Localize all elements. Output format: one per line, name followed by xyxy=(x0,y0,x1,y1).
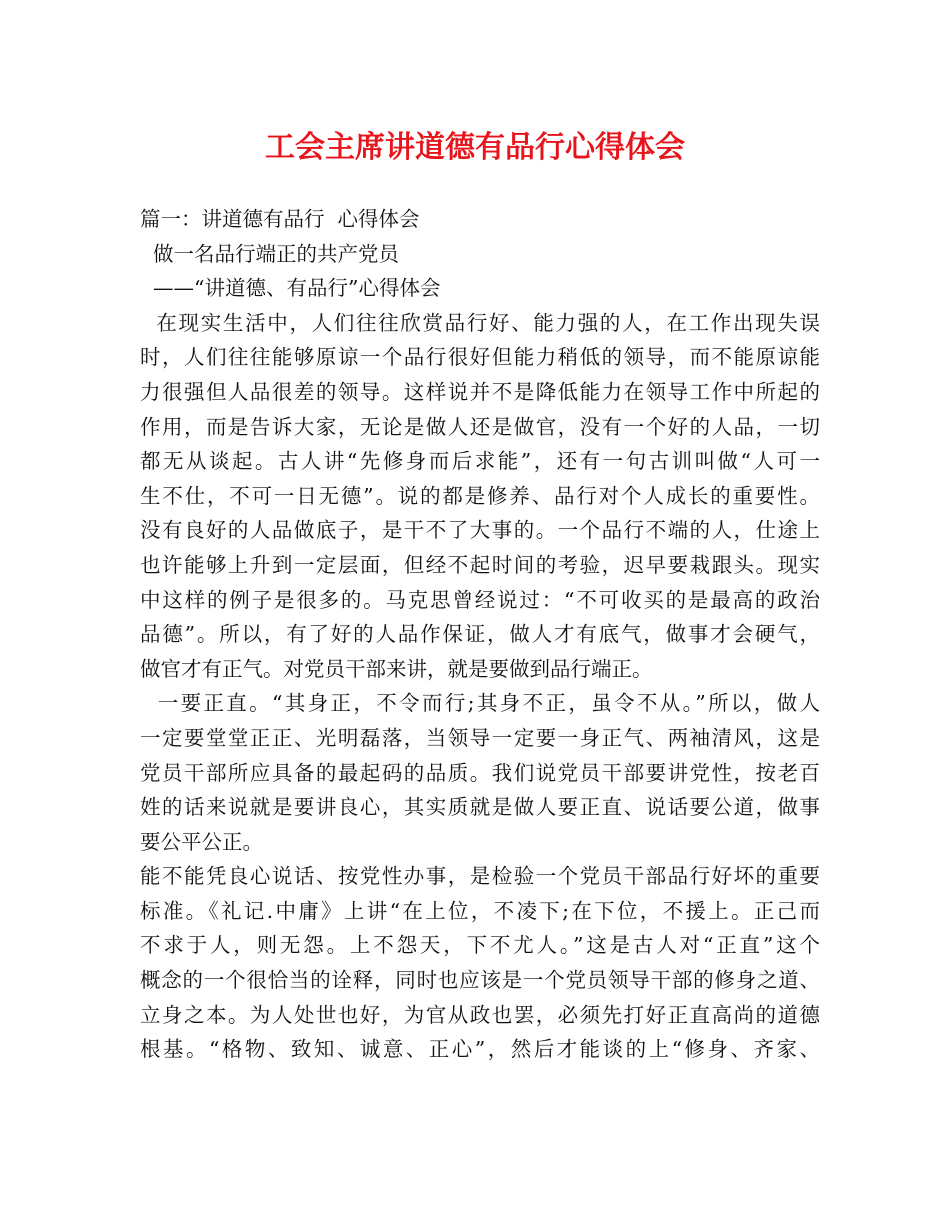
text-line: 生不仕，不可一日无德”。说的都是修养、品行对个人成长的重要性。 xyxy=(140,483,820,508)
text-line: 要公平公正。 xyxy=(140,829,263,854)
text-line: 一要正直。“其身正，不令而行;其身不正，虽令不从。”所以，做人 xyxy=(140,691,820,716)
document-title: 工会主席讲道德有品行心得体会 xyxy=(265,130,685,165)
text-line: 能不能凭良心说话、按党性办事，是检验一个党员干部品行好坏的重要 xyxy=(140,864,820,889)
text-line: 篇一：讲道德有品行 心得体会 xyxy=(140,207,420,231)
text-line: 一定要堂堂正正、光明磊落，当领导一定要一身正气、两袖清风，这是 xyxy=(140,725,820,750)
text-line: 做一名品行端正的共产党员 xyxy=(140,241,400,266)
text-line: 都无从谈起。古人讲“先修身而后求能”，还有一句古训叫做“人可一 xyxy=(140,449,820,474)
text-line: 根基。“格物、致知、诚意、正心”，然后才能谈的上“修身、齐家、 xyxy=(140,1037,820,1062)
text-line: 作用，而是告诉大家，无论是做人还是做官，没有一个好的人品，一切 xyxy=(140,414,820,439)
text-line: 中这样的例子是很多的。马克思曾经说过：“不可收买的是最高的政治 xyxy=(140,587,820,612)
text-line: 在现实生活中，人们往往欣赏品行好、能力强的人，在工作出现失误 xyxy=(140,310,820,335)
text-line: 时，人们往往能够原谅一个品行很好但能力稍低的领导，而不能原谅能 xyxy=(140,345,820,370)
text-line: 品德”。所以，有了好的人品作保证，做人才有底气，做事才会硬气， xyxy=(140,622,820,647)
text-line: 做官才有正气。对党员干部来讲，就是要做到品行端正。 xyxy=(140,656,653,681)
text-line: 概念的一个很恰当的诠释，同时也应该是一个党员领导干部的修身之道、 xyxy=(140,968,820,993)
text-line: 姓的话来说就是要讲良心，其实质就是做人要正直、说话要公道，做事 xyxy=(140,795,820,820)
text-line: 没有良好的人品做底子，是干不了大事的。一个品行不端的人，仕途上 xyxy=(140,518,820,543)
text-line: 标准。《礼记.中庸》上讲“在上位，不凌下;在下位，不援上。正己而 xyxy=(140,898,820,923)
text-line: 不求于人，则无怨。上不怨天，下不尤人。”这是古人对“正直”这个 xyxy=(140,933,820,958)
text-line: 党员干部所应具备的最起码的品质。我们说党员干部要讲党性，按老百 xyxy=(140,760,820,785)
text-line: ——“讲道德、有品行”心得体会 xyxy=(140,276,441,301)
text-line: 力很强但人品很差的领导。这样说并不是降低能力在领导工作中所起的 xyxy=(140,379,820,404)
text-line: 立身之本。为人处世也好，为官从政也罢，必须先打好正直高尚的道德 xyxy=(140,1002,820,1027)
document-body xyxy=(140,202,820,1067)
text-line: 也许能够上升到一定层面，但经不起时间的考验，迟早要栽跟头。现实 xyxy=(140,552,820,577)
